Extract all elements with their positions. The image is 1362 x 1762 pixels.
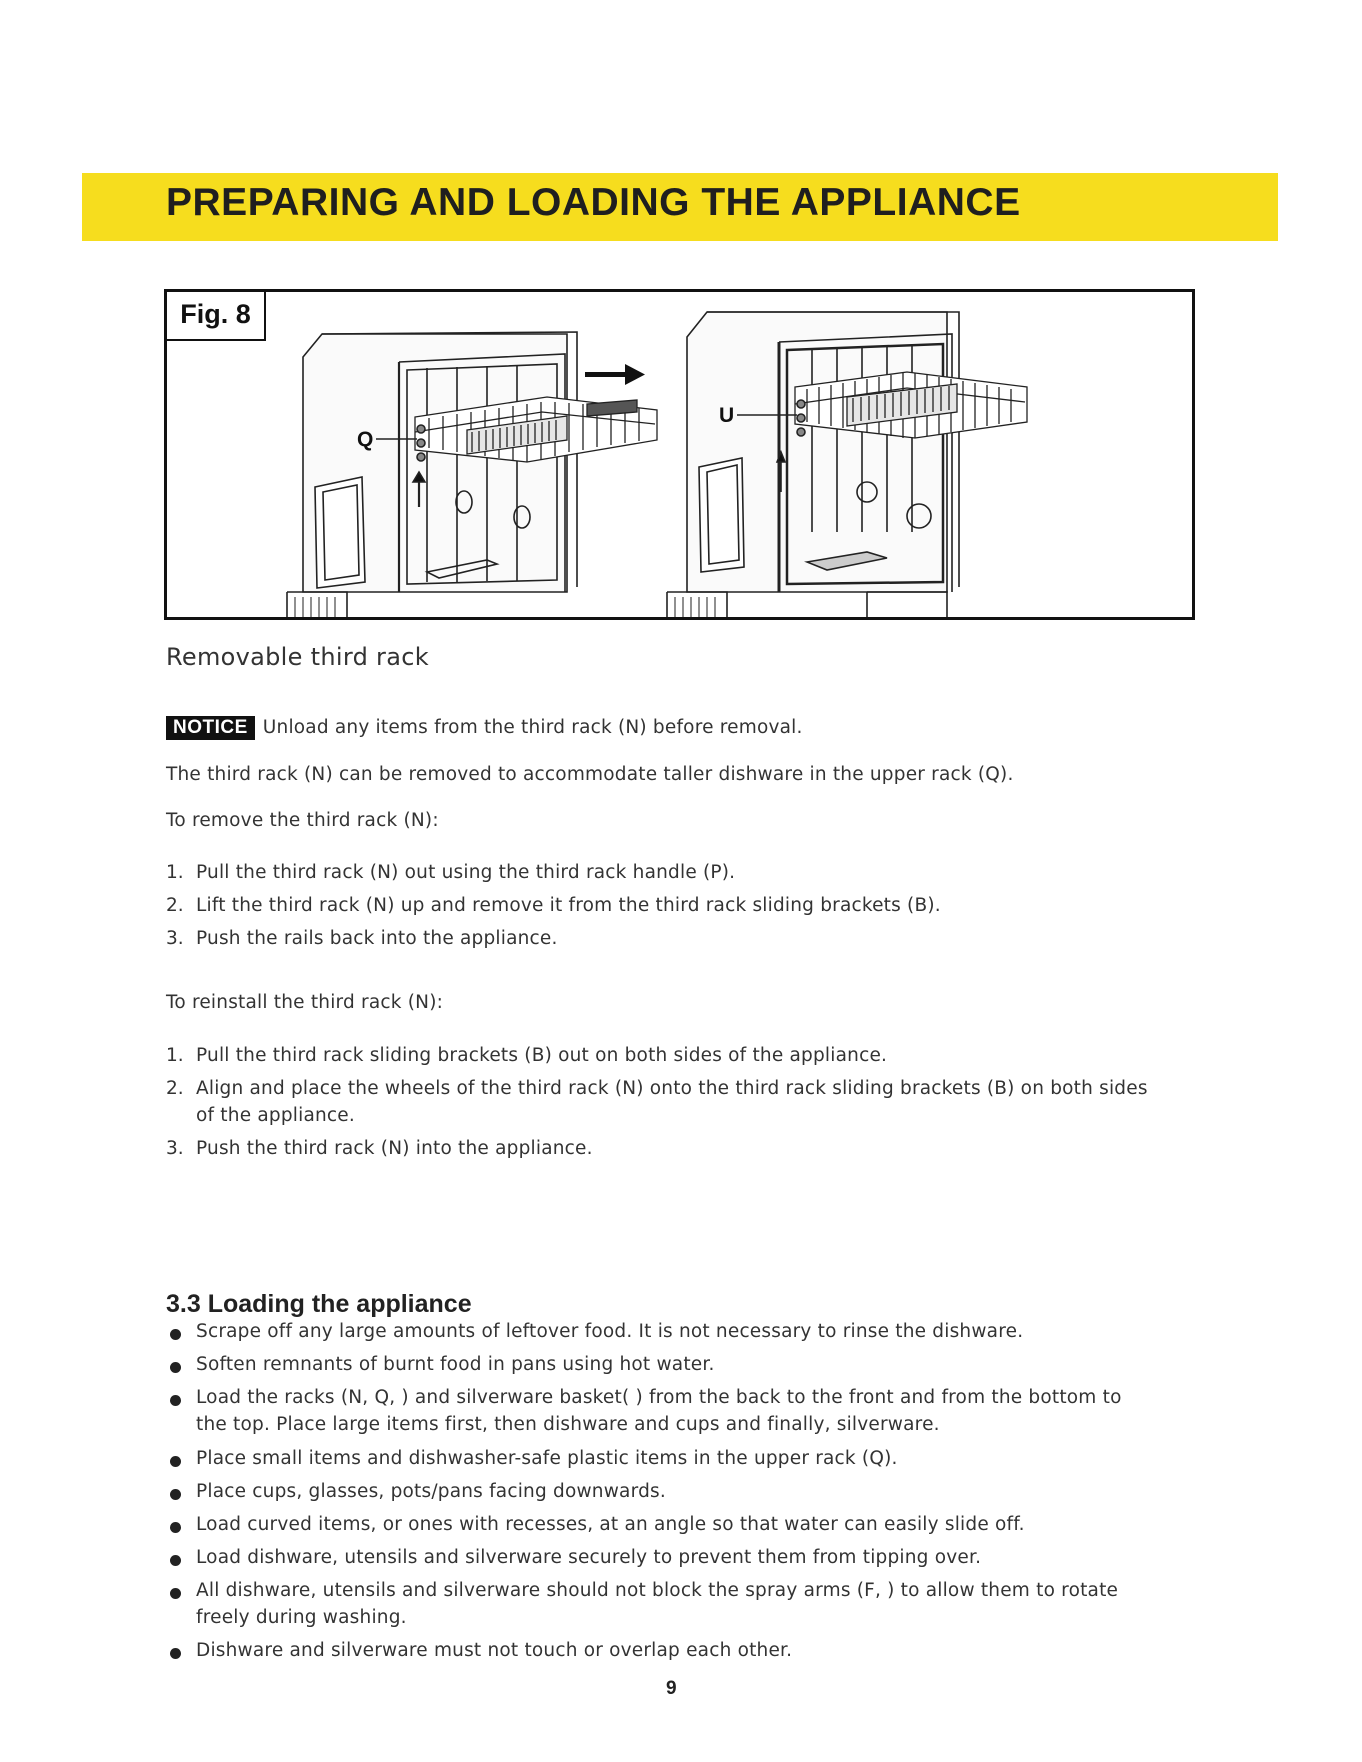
bullet-dot bbox=[170, 1588, 181, 1599]
page-title: PREPARING AND LOADING THE APPLIANCE bbox=[166, 181, 1021, 224]
figure-label: Fig. 8 bbox=[167, 292, 266, 341]
figure-8 bbox=[164, 289, 1195, 620]
bullet-text: All dishware, utensils and silverware should not block the spray arms (F, ) to allow them to rotate bbox=[196, 1580, 1119, 1601]
bullet-dot bbox=[170, 1648, 181, 1659]
dishwasher-illustration bbox=[167, 292, 1195, 620]
bullet-dot bbox=[170, 1395, 181, 1406]
bullet-dot bbox=[170, 1555, 181, 1566]
bullet-dot bbox=[170, 1456, 181, 1467]
bullet-text-cont: the top. Place large items first, then dishware and cups and finally, silverware. bbox=[196, 1414, 940, 1435]
reinstall-step-text-cont: of the appliance. bbox=[196, 1105, 355, 1126]
bullet-dot bbox=[170, 1362, 181, 1373]
reinstall-step-text: Align and place the wheels of the third rack (N) onto the third rack sliding brackets (B) on both sides bbox=[196, 1078, 1148, 1099]
remove-heading: To remove the third rack (N): bbox=[166, 810, 439, 831]
section-title: Removable third rack bbox=[166, 643, 429, 671]
reinstall-step-number: 1. bbox=[166, 1045, 184, 1066]
remove-step-number: 1. bbox=[166, 862, 184, 883]
intro-text: The third rack (N) can be removed to accommodate taller dishware in the upper rack (Q). bbox=[166, 764, 1014, 785]
remove-step-number: 2. bbox=[166, 895, 184, 916]
callout-u: U bbox=[719, 404, 735, 427]
bullet-text: Scrape off any large amounts of leftover food. It is not necessary to rinse the dishware. bbox=[196, 1321, 1024, 1342]
bullet-text: Soften remnants of burnt food in pans using hot water. bbox=[196, 1354, 715, 1375]
bullet-text: Place cups, glasses, pots/pans facing downwards. bbox=[196, 1481, 666, 1502]
remove-step-text: Pull the third rack (N) out using the third rack handle (P). bbox=[196, 862, 736, 883]
reinstall-step-number: 2. bbox=[166, 1078, 184, 1099]
page-number: 9 bbox=[666, 1678, 677, 1699]
notice-badge: NOTICE bbox=[166, 716, 255, 740]
notice-line bbox=[166, 716, 803, 740]
reinstall-step-number: 3. bbox=[166, 1138, 184, 1159]
remove-step-number: 3. bbox=[166, 928, 184, 949]
bullet-text: Load the racks (N, Q, ) and silverware basket( ) from the back to the front and from the bottom to bbox=[196, 1387, 1122, 1408]
bullet-dot bbox=[170, 1489, 181, 1500]
bullet-text: Load dishware, utensils and silverware securely to prevent them from tipping over. bbox=[196, 1547, 982, 1568]
reinstall-step-text: Pull the third rack sliding brackets (B) out on both sides of the appliance. bbox=[196, 1045, 888, 1066]
notice-text: Unload any items from the third rack (N) before removal. bbox=[262, 717, 803, 738]
bullet-dot bbox=[170, 1522, 181, 1533]
bullet-text: Dishware and silverware must not touch or overlap each other. bbox=[196, 1640, 793, 1661]
bullet-text-cont: freely during washing. bbox=[196, 1607, 407, 1628]
reinstall-step-text: Push the third rack (N) into the appliance. bbox=[196, 1138, 593, 1159]
bullet-text: Load curved items, or ones with recesses, at an angle so that water can easily slide off. bbox=[196, 1514, 1025, 1535]
loading-heading: 3.3 Loading the appliance bbox=[166, 1290, 472, 1318]
bullet-text: Place small items and dishwasher-safe plastic items in the upper rack (Q). bbox=[196, 1448, 898, 1469]
reinstall-heading: To reinstall the third rack (N): bbox=[166, 992, 444, 1013]
remove-step-text: Lift the third rack (N) up and remove it from the third rack sliding brackets (B). bbox=[196, 895, 941, 916]
callout-q: Q bbox=[357, 428, 374, 451]
remove-step-text: Push the rails back into the appliance. bbox=[196, 928, 558, 949]
bullet-dot bbox=[170, 1329, 181, 1340]
